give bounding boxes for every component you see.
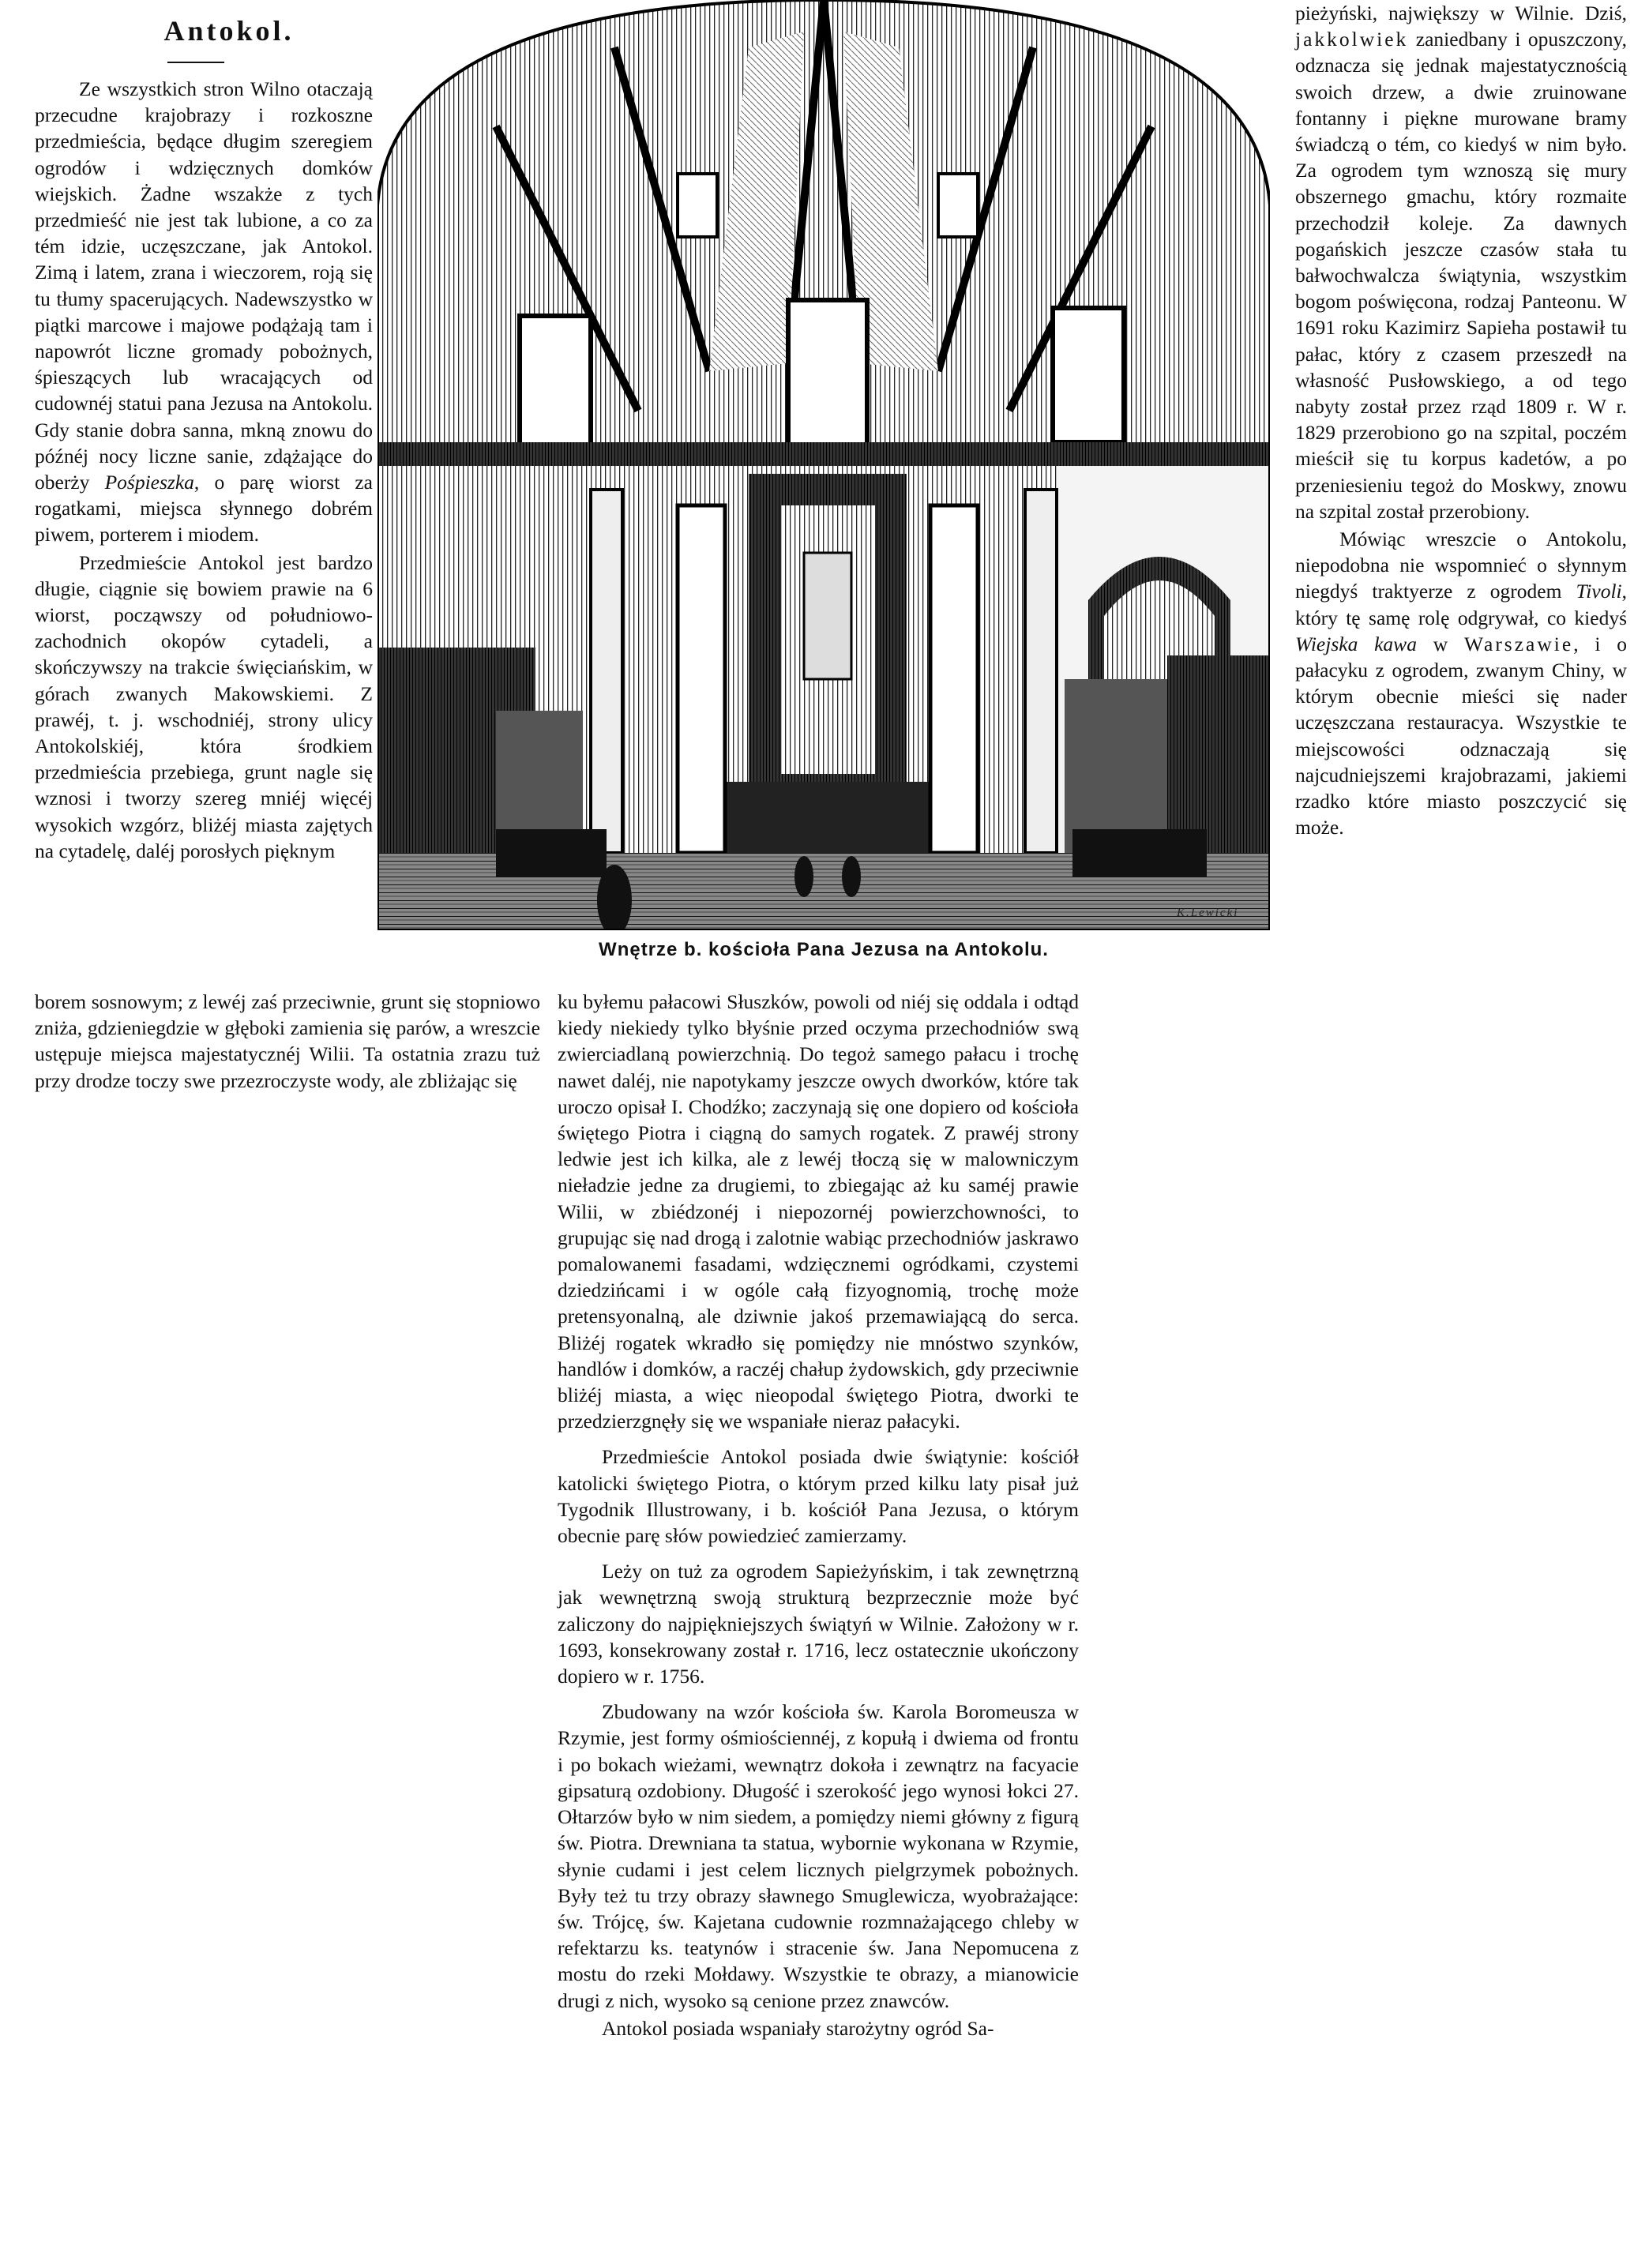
article-title: Antokol. — [163, 15, 295, 47]
paragraph-text: , i o pałacyku z ogrodem, zwanym Chiny, w którym obecnie mieści się nader uczęszczana restauracya. Wszystkie te miejscowości odznaczają się najcudniejszemi krajobrazami, jakiemi rzadko które miasto poszczycić się może. — [1295, 632, 1627, 839]
title-divider — [167, 62, 224, 63]
spaced-word: jakkolwiek — [1295, 28, 1409, 51]
paragraph-text: Mówiąc wreszcie o Antokolu, niepodobna nie wspomnieć o słynnym niegdyś traktyerze z ogrodem — [1295, 528, 1627, 603]
paragraph — [1295, 526, 1627, 840]
paragraph — [1295, 0, 1627, 524]
place-name: Wiejska kawa — [1295, 632, 1417, 655]
paragraph: Antokol posiada wspaniały starożytny ogród Sa- — [602, 2016, 994, 2040]
inn-name: Pośpieszka — [104, 471, 194, 494]
engraver-signature: K.Lewicki — [1177, 907, 1239, 919]
paragraph: borem sosnowym; z lewéj zaś przeciwnie, grunt się stopniowo zniża, gdzieniegdzie w głęboki zamienia się parów, a wreszcie ustępuje miejsca majestatycznéj Wilii. Ta ostatnia zrazu tuż przy drodze toczy swe przezroczyste wody, ale zbliżając się — [35, 990, 540, 1092]
paragraph-text: , o parę wiorst za rogatkami, miejsca słynnego dobrém piwem, porterem i miodem. — [35, 471, 373, 546]
middle-column — [558, 989, 1079, 2041]
paragraph-text: w — [1416, 632, 1464, 655]
paragraph: Zbudowany na wzór kościoła św. Karola Boromeusza w Rzymie, jest formy ośmiościennéj, z kopułą i dwiema od frontu i po bokach wieżami, wewnątrz dokoła i zewnątrz na facyacie gipsaturą ozdobiony. Długość i szerokość jego wynosi łokci 27. Ołtarzów było w nim siedem, a pomiędzy niemi główny z figurą św. Piotra. Drewniana ta statua, wybornie wykonana w Rzymie, słynie cudami i jest celem licznych pielgrzymek pobożnych. Były też tu trzy obrazy sławnego Smuglewicza, wyobrażające: św. Trójcę, św. Kajetana cudownie rozmnażającego chleby w refektarzu ks. teatynów i stracenie św. Jana Nepomucena z mostu do rzeki Mołdawy. Wszystkie te obrazy, a mianowicie drugi z nich, wysoko są cenione przez znawców. — [558, 1700, 1079, 2012]
paragraph-text: Ze wszystkich stron Wilno otaczają przecudne krajobrazy i rozkoszne przedmieścia, będące długim szeregiem ogrodów i wdzięcznych domków wiejskich. Żadne wszakże z tych przedmieść nie jest tak lubione, a co za tém idzie, uczęszczane, jak Antokol. Zimą i latem, zrana i wieczorem, roją się tu tłumy spacerujących. Nadewszystko w piątki marcowe i majowe podążają tam i napowrót liczne gromady pobożnych, śpieszących lub wracających od cudownéj statui pana Jezusa na Antokolu. Gdy stanie dobra sanna, mkną znowu do późnéj nocy liczne sanie, zdążające do oberży — [35, 77, 373, 494]
spaced-word: Warszawie — [1463, 632, 1574, 655]
illustration-caption: Wnętrze b. kościoła Pana Jezusa na Antokolu. — [599, 939, 1049, 960]
paragraph: Przedmieście Antokol posiada dwie świątynie: kościół katolicki świętego Piotra, o którym przed kilku laty pisał już Tygodnik Illustrowany, i b. kościół Pana Jezusa, o którym obecnie parę słów powiedzieć zamierzamy. — [558, 1445, 1079, 1548]
right-column — [1295, 0, 1627, 841]
paragraph-text: , który tę samę rolę odgrywał, co kiedyś — [1295, 580, 1627, 629]
left-column-continued — [35, 989, 540, 1094]
paragraph: Przedmieście Antokol jest bardzo długie, ciągnie się bowiem prawie na 6 wiorst, począwszy od południowo-zachodnich okopów cytadeli, a skończywszy na trakcie święciańskim, w górach zwanych Makowskiemi. Z prawéj, t. j. wschodniéj, strony ulicy Antokolskiéj, która środkiem przedmieścia przebiega, grunt nagle się wznosi i tworzy szereg mniéj więcéj wysokich wzgórz, bliżéj miasta zajętych na cytadelę, daléj porosłych pięknym — [35, 550, 373, 862]
paragraph: ku byłemu pałacowi Słuszków, powoli od niéj się oddala i odtąd kiedy niekiedy tylko błyśnie przed oczyma przechodniów swą zwierciadlaną powierzchnią. Do tegoż samego pałacu i trochę nawet daléj, nie napotykamy jeszcze owych dworków, które tak uroczo opisał I. Chodźko; zaczynają się one dopiero od kościoła świętego Piotra i ciągną do samych rogatek. Z prawéj strony ledwie jest ich kilka, ale z lewéj tłoczą się w malowniczym nieładzie jedne za drugiemi, to zbiegając aż ku saméj prawie Wilii, w zbiédzonéj i niepozornéj powierzchowności, to grupując się nad drogą i zalotnie wabiąc przechodniów jaskrawo pomalowanemi fasadami, wdzięcznemi ogródkami, czystemi dziedzińcami i w ogóle całą fizyognomią, trochę może pretensyonalną, ale dziwnie jakoś przemawiającą do serca. Bliżéj rogatek wkradło się pomiędzy nie mnóstwo szynków, handlów i domków, a raczéj chałup żydowskich, gdy przeciwnie bliżéj miasta, a więc nieopodal świętego Piotra, dworki te przedzierzgnęły się we wspaniałe nieraz pałacyki. — [558, 990, 1079, 1433]
paragraph — [35, 76, 373, 548]
place-name: Tivoli — [1576, 580, 1622, 603]
paragraph-text: pieżyński, największy w Wilnie. Dziś, — [1295, 2, 1627, 24]
paragraph-text: zaniedbany i opuszczony, odznacza się jednak majestatycznością swoich drzew, a dwie zruinowane fontanny i piękne murowane bramy świadczą o tém, co kiedyś w nim było. Za ogrodem tym wznoszą się mury obszernego gmachu, który rozmaite przechodził koleje. Za dawnych pogańskich jeszcze czasów stała tu bałwochwalcza świątynia, wszystkim bogom poświęcona, rodzaj Panteonu. W 1691 roku Kazimirz Sapieha postawił tu pałac, który z czasem przeszedł na własność Pusłowskiego, a od tego nabyty został przez rząd 1809 r. W r. 1829 przerobiono go na szpital, poczém mieścił się tu korpus kadetów, a po przeniesieniu tegoż do Moskwy, znowu na szpital został przerobiony. — [1295, 28, 1627, 523]
paragraph: Leży on tuż za ogrodem Sapieżyńskim, i tak zewnętrzną jak wewnętrzną swoją strukturą bezprzecznie może być zaliczony do najpiękniejszych świątyń w Wilnie. Założony w r. 1693, konsekrowany został r. 1716, lecz ostatecznie ukończony dopiero w r. 1756. — [558, 1560, 1079, 1688]
church-interior-engraving — [378, 0, 1270, 930]
left-column — [35, 76, 373, 864]
